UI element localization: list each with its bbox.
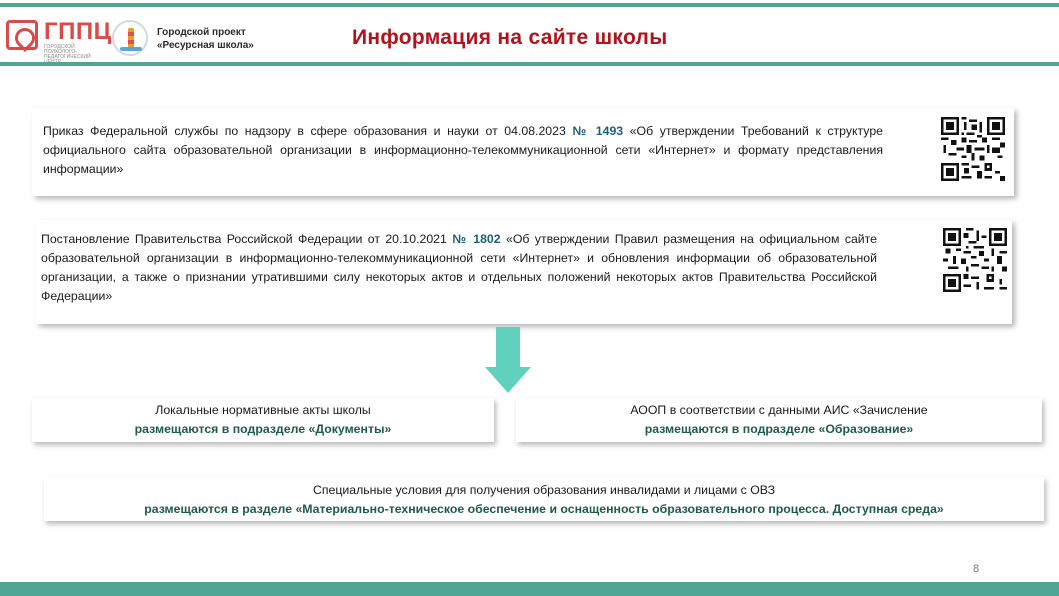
project-label [157, 26, 254, 52]
gppc-logo-icon [6, 20, 38, 50]
document-card-resolution-1802 [36, 220, 1012, 324]
local-acts-line1: Локальные нормативные акты школы [155, 403, 371, 417]
project-line1: Городской проект [157, 27, 246, 38]
gppc-logo-text: ГППЦ [44, 18, 112, 45]
page-title: Информация на сайте школы [352, 26, 668, 49]
aoop-box [516, 398, 1042, 442]
bottom-accent-bar [0, 582, 1059, 596]
document-text: Приказ Федеральной службы по надзору в сфере образования и науки от 04.08.2023 № 1493 «Об утверждении Требований к структуре официального сайта образовательной организации в информационно-телекоммуникационной сети «Интернет» и формату представления информации» [43, 124, 883, 176]
special-conditions-line1: Специальные условия для получения образования инвалидами и лицами с ОВЗ [312, 483, 776, 497]
lighthouse-icon [128, 28, 134, 48]
resource-school-logo [112, 20, 148, 56]
header-divider [0, 62, 1059, 66]
local-acts-box [32, 398, 494, 442]
project-line2: «Ресурсная школа» [157, 40, 254, 51]
gppc-logo-subtext: ГОРОДСКОЙ ПСИХОЛОГО-ПЕДАГОГИЧЕСКИЙ [44, 44, 91, 60]
document-text: Постановление Правительства Российской Федерации от 20.10.2021 № 1802 «Об утверждении Правил размещения на официальном сайте образовательной организации в информационно-телекоммуникационной сети «Интернет» и обновления информации об образовательной организации, а также о признании утратившими силу некоторых актов и отдельных положений некоторых актов Правительства Российской Федерации» [41, 232, 878, 303]
document-number: № 1493 [572, 124, 624, 138]
gppc-logo [6, 18, 112, 60]
aoop-line1: АООП в соответствии с данными АИС «Зачисление [630, 403, 928, 417]
special-conditions-line2: размещаются в разделе «Материально-техническое обеспечение и оснащенность образовательного процесса. Доступная среда» [144, 502, 944, 516]
page-number: 8 [973, 563, 980, 575]
aoop-line2: размещаются в подразделе «Образование» [644, 422, 914, 436]
special-conditions-box [44, 477, 1044, 521]
local-acts-line2: размещаются в подразделе «Документы» [134, 422, 392, 436]
qr-code-icon [941, 117, 1005, 181]
top-accent-line [0, 3, 1059, 7]
document-card-order-1493 [32, 108, 1014, 196]
qr-code-icon [943, 228, 1007, 292]
down-arrow-icon [485, 327, 531, 393]
document-number: № 1802 [452, 232, 501, 246]
